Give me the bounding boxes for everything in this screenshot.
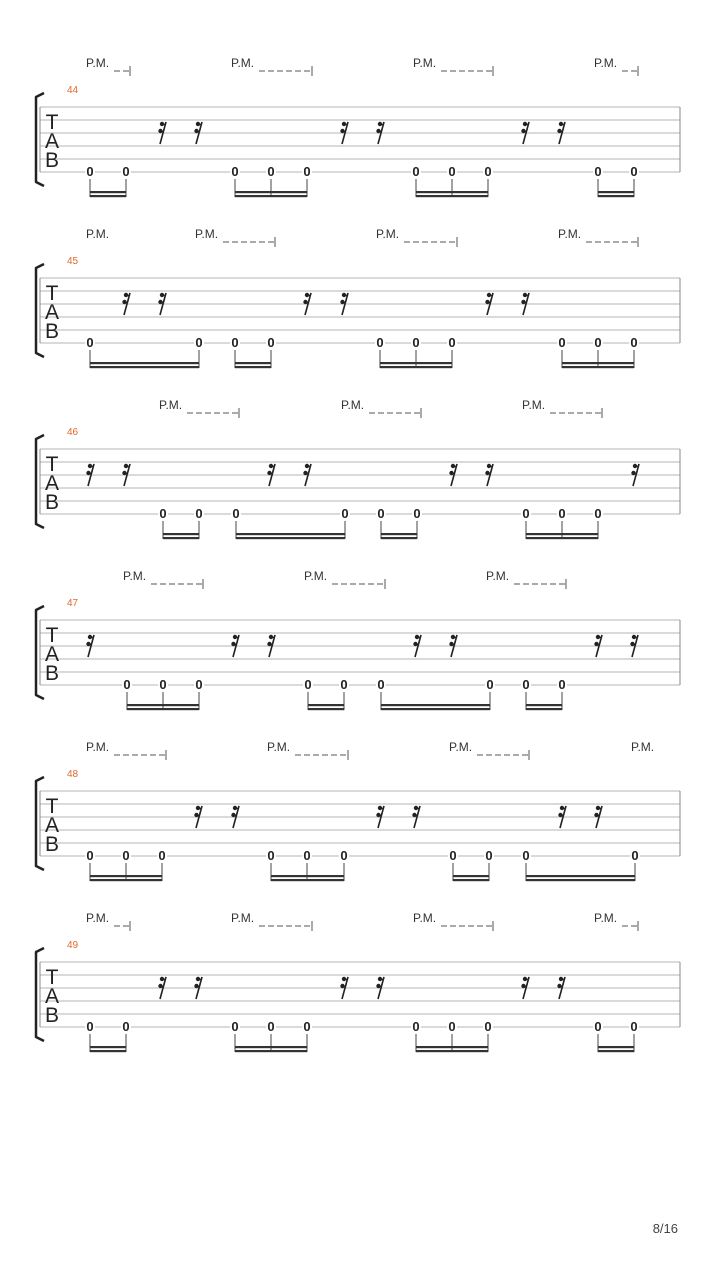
- palm-mute-label: P.M.: [341, 398, 365, 412]
- beam-secondary: [526, 537, 598, 539]
- beam-primary: [308, 704, 344, 706]
- beam-secondary: [381, 708, 490, 710]
- beam-primary: [453, 875, 489, 877]
- palm-mute-label: P.M.: [631, 740, 655, 754]
- beam-secondary: [598, 1050, 634, 1052]
- fret-number: 0: [195, 677, 203, 692]
- fret-number: 0: [558, 506, 566, 521]
- tab-clef-letter: T: [45, 282, 59, 305]
- tab-clef-letter: B: [44, 1004, 60, 1027]
- palm-mute-label: P.M.: [449, 740, 473, 754]
- fret-number: 0: [267, 335, 275, 350]
- fret-number: 0: [522, 677, 530, 692]
- fret-number: 0: [449, 848, 457, 863]
- tab-clef-letter: B: [44, 491, 60, 514]
- fret-number: 0: [485, 848, 493, 863]
- tab-system-48: [36, 740, 680, 881]
- beam-primary: [526, 533, 598, 535]
- beam-secondary: [235, 366, 271, 368]
- palm-mute-label: P.M.: [86, 56, 110, 70]
- measure-number: 48: [67, 769, 79, 780]
- fret-number: 0: [304, 677, 312, 692]
- fret-number: 0: [267, 1019, 275, 1034]
- fret-number: 0: [631, 848, 639, 863]
- beam-secondary: [562, 366, 634, 368]
- measure-number: 47: [67, 598, 79, 609]
- beam-primary: [90, 875, 162, 877]
- palm-mute-label: P.M.: [267, 740, 291, 754]
- fret-number: 0: [522, 848, 530, 863]
- tab-clef-letter: A: [44, 130, 60, 153]
- beam-primary: [236, 533, 345, 535]
- fret-number: 0: [158, 848, 166, 863]
- measure-number: 44: [67, 85, 79, 96]
- fret-number: 0: [122, 1019, 130, 1034]
- measure-number: 46: [67, 427, 79, 438]
- beam-secondary: [381, 537, 417, 539]
- fret-number: 0: [303, 164, 311, 179]
- measure-number: 45: [67, 256, 79, 267]
- fret-number: 0: [594, 164, 602, 179]
- beam-secondary: [163, 537, 199, 539]
- fret-number: 0: [412, 1019, 420, 1034]
- tab-system-47: [36, 569, 680, 710]
- fret-number: 0: [86, 335, 94, 350]
- fret-number: 0: [195, 335, 203, 350]
- tab-clef-letter: B: [44, 320, 60, 343]
- tab-clef-letter: T: [45, 966, 59, 989]
- fret-number: 0: [594, 335, 602, 350]
- fret-number: 0: [232, 506, 240, 521]
- fret-number: 0: [594, 1019, 602, 1034]
- beam-secondary: [380, 366, 452, 368]
- beam-secondary: [235, 1050, 307, 1052]
- beam-primary: [598, 1046, 634, 1048]
- fret-number: 0: [484, 1019, 492, 1034]
- palm-mute-label: P.M.: [86, 227, 110, 241]
- fret-number: 0: [303, 1019, 311, 1034]
- tab-system-46: [36, 398, 680, 539]
- fret-number: 0: [340, 677, 348, 692]
- beam-secondary: [308, 708, 344, 710]
- beam-primary: [163, 533, 199, 535]
- fret-number: 0: [267, 848, 275, 863]
- beam-primary: [235, 1046, 307, 1048]
- beam-secondary: [453, 879, 489, 881]
- beam-primary: [380, 362, 452, 364]
- palm-mute-label: P.M.: [594, 56, 618, 70]
- tab-clef-letter: B: [44, 833, 60, 856]
- fret-number: 0: [195, 506, 203, 521]
- fret-number: 0: [86, 848, 94, 863]
- palm-mute-label: P.M.: [413, 56, 437, 70]
- tab-clef-letter: T: [45, 795, 59, 818]
- fret-number: 0: [448, 164, 456, 179]
- tab-system-49: [36, 911, 680, 1052]
- palm-mute-label: P.M.: [86, 740, 110, 754]
- fret-number: 0: [231, 164, 239, 179]
- fret-number: 0: [341, 506, 349, 521]
- fret-number: 0: [630, 164, 638, 179]
- fret-number: 0: [558, 335, 566, 350]
- tab-clef-letter: A: [44, 643, 60, 666]
- palm-mute-label: P.M.: [195, 227, 219, 241]
- beam-primary: [381, 704, 490, 706]
- beam-primary: [90, 191, 126, 193]
- fret-number: 0: [412, 164, 420, 179]
- palm-mute-label: P.M.: [304, 569, 328, 583]
- tab-clef-letter: B: [44, 662, 60, 685]
- palm-mute-label: P.M.: [231, 56, 255, 70]
- fret-number: 0: [123, 677, 131, 692]
- beam-primary: [90, 362, 199, 364]
- fret-number: 0: [159, 506, 167, 521]
- fret-number: 0: [412, 335, 420, 350]
- fret-number: 0: [486, 677, 494, 692]
- beam-primary: [381, 533, 417, 535]
- beam-secondary: [416, 195, 488, 197]
- fret-number: 0: [448, 1019, 456, 1034]
- beam-primary: [235, 362, 271, 364]
- fret-number: 0: [122, 848, 130, 863]
- fret-number: 0: [303, 848, 311, 863]
- fret-number: 0: [86, 164, 94, 179]
- fret-number: 0: [413, 506, 421, 521]
- fret-number: 0: [484, 164, 492, 179]
- beam-secondary: [90, 879, 162, 881]
- tab-clef-letter: B: [44, 149, 60, 172]
- beam-secondary: [236, 537, 345, 539]
- fret-number: 0: [448, 335, 456, 350]
- beam-secondary: [271, 879, 344, 881]
- fret-number: 0: [231, 335, 239, 350]
- beam-primary: [416, 1046, 488, 1048]
- fret-number: 0: [267, 164, 275, 179]
- fret-number: 0: [630, 335, 638, 350]
- palm-mute-label: P.M.: [376, 227, 400, 241]
- fret-number: 0: [377, 677, 385, 692]
- palm-mute-label: P.M.: [522, 398, 546, 412]
- tab-clef-letter: A: [44, 985, 60, 1008]
- beam-secondary: [598, 195, 634, 197]
- fret-number: 0: [122, 164, 130, 179]
- fret-number: 0: [376, 335, 384, 350]
- beam-primary: [526, 875, 635, 877]
- tab-system-44: [36, 56, 680, 197]
- palm-mute-label: P.M.: [159, 398, 183, 412]
- beam-secondary: [90, 366, 199, 368]
- beam-primary: [526, 704, 562, 706]
- beam-primary: [598, 191, 634, 193]
- tab-clef-letter: T: [45, 453, 59, 476]
- palm-mute-label: P.M.: [231, 911, 255, 925]
- tab-clef-letter: A: [44, 814, 60, 837]
- tab-clef-letter: T: [45, 624, 59, 647]
- fret-number: 0: [377, 506, 385, 521]
- beam-primary: [416, 191, 488, 193]
- palm-mute-label: P.M.: [123, 569, 147, 583]
- fret-number: 0: [159, 677, 167, 692]
- tab-clef-letter: A: [44, 472, 60, 495]
- fret-number: 0: [231, 1019, 239, 1034]
- fret-number: 0: [594, 506, 602, 521]
- fret-number: 0: [522, 506, 530, 521]
- fret-number: 0: [340, 848, 348, 863]
- beam-secondary: [416, 1050, 488, 1052]
- beam-primary: [235, 191, 307, 193]
- tab-system-45: [36, 227, 680, 368]
- page-number: 8/16: [652, 1221, 678, 1236]
- beam-secondary: [127, 708, 199, 710]
- beam-primary: [90, 1046, 126, 1048]
- palm-mute-label: P.M.: [486, 569, 510, 583]
- beam-secondary: [90, 195, 126, 197]
- palm-mute-label: P.M.: [86, 911, 110, 925]
- beam-primary: [127, 704, 199, 706]
- tab-clef-letter: A: [44, 301, 60, 324]
- fret-number: 0: [86, 1019, 94, 1034]
- beam-secondary: [526, 708, 562, 710]
- palm-mute-label: P.M.: [594, 911, 618, 925]
- palm-mute-label: P.M.: [413, 911, 437, 925]
- fret-number: 0: [630, 1019, 638, 1034]
- measure-number: 49: [67, 940, 79, 951]
- tab-clef-letter: T: [45, 111, 59, 134]
- beam-primary: [271, 875, 344, 877]
- beam-secondary: [90, 1050, 126, 1052]
- beam-secondary: [235, 195, 307, 197]
- beam-primary: [562, 362, 634, 364]
- fret-number: 0: [558, 677, 566, 692]
- palm-mute-label: P.M.: [558, 227, 582, 241]
- beam-secondary: [526, 879, 635, 881]
